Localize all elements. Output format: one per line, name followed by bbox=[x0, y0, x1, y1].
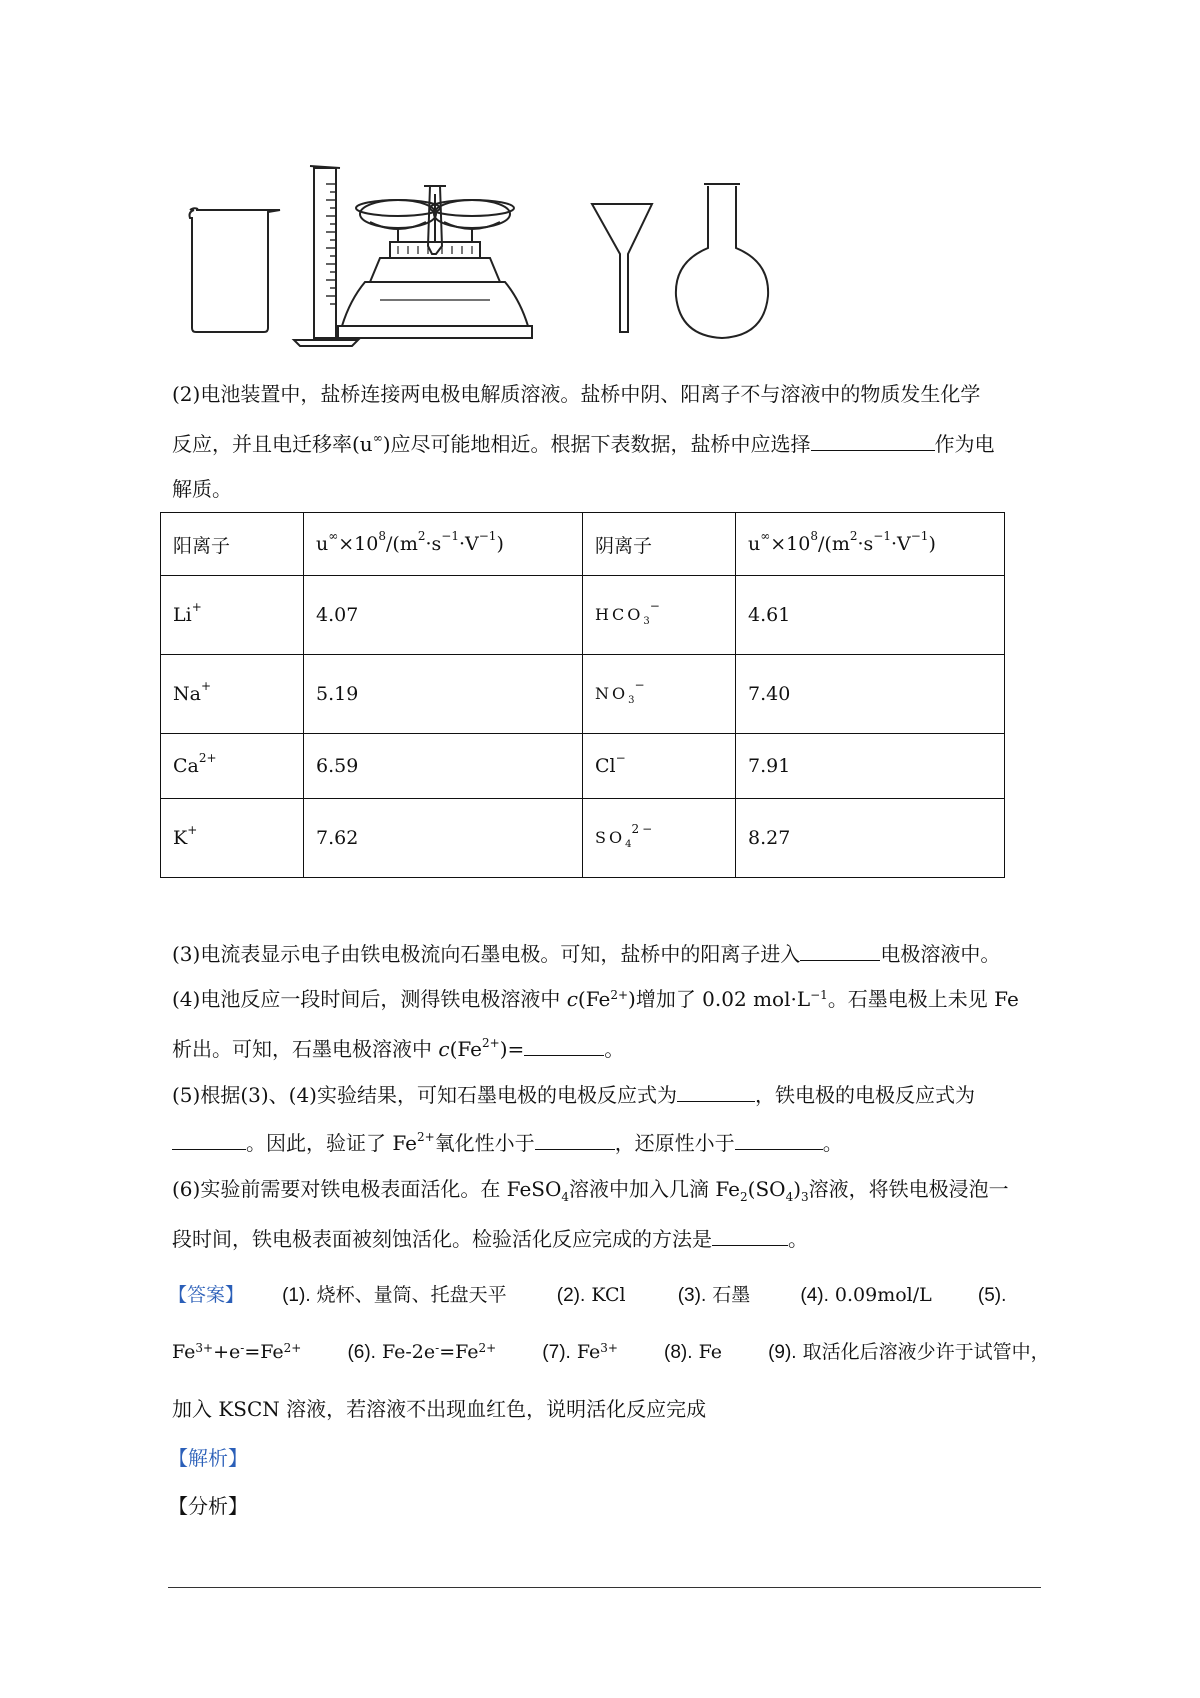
q6-blank[interactable] bbox=[712, 1225, 788, 1246]
q5-blank-1[interactable] bbox=[677, 1081, 755, 1102]
mobility-table bbox=[160, 512, 1005, 878]
funnel-icon bbox=[592, 204, 652, 332]
answer-line-2: $Fe^{3+}+e^-=Fe^{2+}$ (6). $Fe-2e^-=Fe^{2+}$ (7). $Fe^{3+}$ (8). Fe (9). 取活化后溶液少许于试管中， bbox=[172, 1341, 1050, 1363]
balance-icon bbox=[338, 186, 532, 338]
q2-blank[interactable] bbox=[811, 430, 935, 451]
header-anion-u: $u^\infty\times 10^8/(m^2\cdot s^{-1}\cdot V^{-1})$ bbox=[736, 513, 1005, 576]
cation-u-cell: 6.59 bbox=[304, 734, 583, 799]
anion-u-cell: 8.27 bbox=[736, 799, 1005, 878]
anion-cell: $SO_4^{2-}$ bbox=[583, 799, 736, 878]
q5-blank-3[interactable] bbox=[535, 1129, 615, 1150]
answer-line-1: 【答案】 (1). 烧杯、量筒、托盘天平 (2). KCl (3). 石墨 (4). 0.09mol/L (5). bbox=[168, 1284, 1007, 1306]
cation-cell: Li+ bbox=[161, 576, 304, 655]
q5-blank-4[interactable] bbox=[735, 1129, 823, 1150]
apparatus-figures bbox=[180, 160, 900, 350]
table-header-row bbox=[161, 513, 1005, 576]
table-row bbox=[161, 734, 1005, 799]
header-cation-u: $u^\infty\times 10^8/(m^2\cdot s^{-1}\cdot V^{-1})$ bbox=[304, 513, 583, 576]
q2-line-1: (2)电池装置中，盐桥连接两电极电解质溶液。盐桥中阴、阳离子不与溶液中的物质发生化学 bbox=[172, 382, 981, 406]
q5-line-1: (5)根据(3)、(4)实验结果，可知石墨电极的电极反应式为 ，铁电极的电极反应式为 bbox=[172, 1083, 975, 1107]
answer-line-3: 加入 KSCN 溶液，若溶液不出现血红色，说明活化反应完成 bbox=[172, 1397, 707, 1421]
q3-line: (3)电流表显示电子由铁电极流向石墨电极。可知，盐桥中的阳离子进入 电极溶液中。 bbox=[172, 942, 1001, 966]
q2-line-3: 解质。 bbox=[172, 477, 232, 501]
answer-tag: 【答案】 bbox=[168, 1284, 245, 1306]
table-row bbox=[161, 655, 1005, 734]
table-row bbox=[161, 576, 1005, 655]
fenxi-tag: 【分析】 bbox=[168, 1494, 248, 1518]
q5-line-2: 。因此，验证了 $Fe^{2+}$氧化性小于 ，还原性小于 。 bbox=[172, 1129, 1042, 1155]
cation-cell: Na+ bbox=[161, 655, 304, 734]
beaker-icon bbox=[190, 208, 281, 332]
apparatus-drawing bbox=[180, 160, 900, 350]
q6-line-2: 段时间，铁电极表面被刻蚀活化。检验活化反应完成的方法是 。 bbox=[172, 1227, 808, 1251]
analysis-tag: 【解析】 bbox=[168, 1446, 248, 1470]
q4-line-1: (4)电池反应一段时间后，测得铁电极溶液中 $c(Fe^{2+})$增加了 0.02 $mol\cdot L^{-1}$。石墨电极上未见 Fe bbox=[172, 987, 1019, 1011]
cation-u-cell: 7.62 bbox=[304, 799, 583, 878]
round-bottom-flask-icon bbox=[676, 184, 768, 338]
cation-u-cell: 4.07 bbox=[304, 576, 583, 655]
q2-line-2: 反应，并且电迁移率(u∞)应尽可能地相近。根据下表数据，盐桥中应选择 作为电 bbox=[172, 431, 995, 456]
q6-line-1: (6)实验前需要对铁电极表面活化。在 FeSO$_4$溶液中加入几滴 $Fe_2(SO_4)_3$溶液，将铁电极浸泡一 bbox=[172, 1177, 1009, 1204]
cation-cell: $Ca^{2+}$ bbox=[161, 734, 304, 799]
table-row bbox=[161, 799, 1005, 878]
anion-u-cell: 7.91 bbox=[736, 734, 1005, 799]
anion-cell: $HCO_3^-$ bbox=[583, 576, 736, 655]
cation-cell: K+ bbox=[161, 799, 304, 878]
q4-blank[interactable] bbox=[524, 1035, 604, 1056]
graduated-cylinder-icon bbox=[294, 166, 358, 346]
q5-blank-2[interactable] bbox=[172, 1129, 246, 1150]
cation-u-cell: 5.19 bbox=[304, 655, 583, 734]
header-anion: 阴离子 bbox=[583, 513, 736, 576]
anion-cell: $NO_3^-$ bbox=[583, 655, 736, 734]
q3-blank[interactable] bbox=[800, 940, 880, 961]
header-cation: 阳离子 bbox=[161, 513, 304, 576]
footer-divider bbox=[168, 1587, 1041, 1588]
q4-line-2: 析出。可知，石墨电极溶液中 $c(Fe^{2+})=$ 。 bbox=[172, 1036, 625, 1061]
anion-cell: Cl− bbox=[583, 734, 736, 799]
anion-u-cell: 7.40 bbox=[736, 655, 1005, 734]
anion-u-cell: 4.61 bbox=[736, 576, 1005, 655]
